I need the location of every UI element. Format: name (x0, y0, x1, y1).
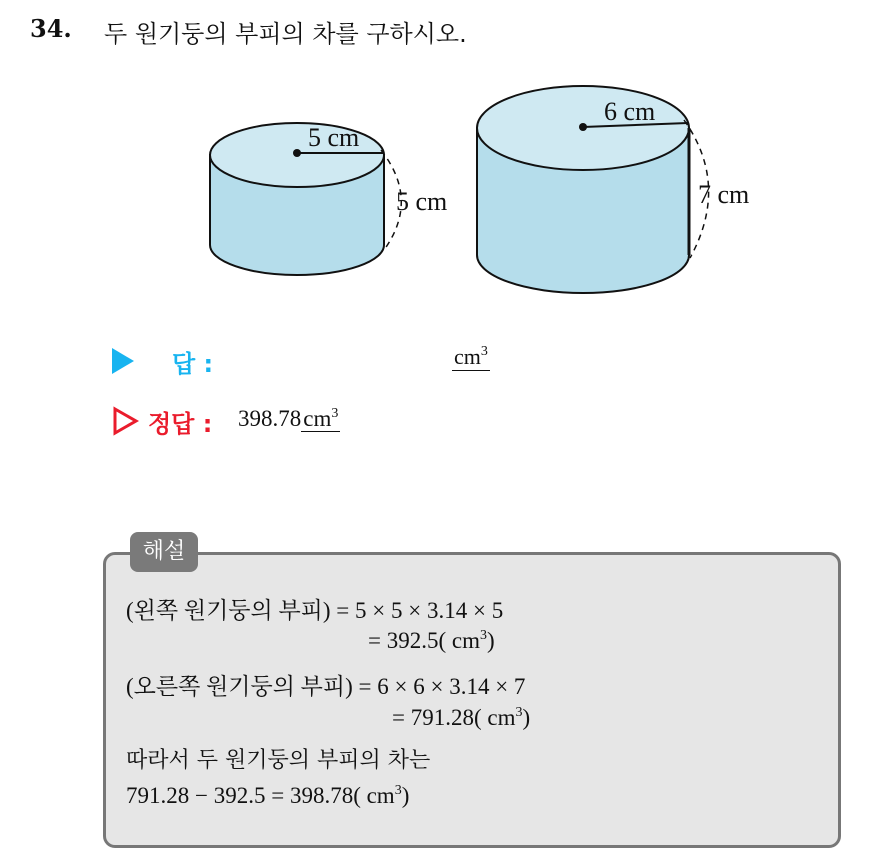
solution-line-3: (오른쪽 원기둥의 부피) = 6 × 6 × 3.14 × 7 (126, 674, 526, 699)
left-cylinder (210, 123, 447, 275)
right-cylinder (477, 86, 749, 293)
solution-line-2-exp: 3 (479, 628, 487, 643)
correct-unit: cm (303, 406, 332, 431)
solution-line-6-text: 791.28 − 392.5 = 398.78( cm (126, 783, 395, 808)
answer-unit-exponent: 3 (480, 344, 488, 359)
question-number: 34. (30, 14, 72, 43)
solution-line-4-close: ) (522, 705, 531, 730)
outline-triangle-icon (112, 406, 140, 436)
cylinders-figure (0, 0, 884, 320)
right-height-label: 7 cm (698, 180, 750, 209)
solution-line-6 (126, 783, 409, 809)
right-radius-label: 6 cm (604, 97, 656, 126)
solution-line-2 (368, 628, 495, 654)
solution-line-2-close: ) (486, 628, 495, 653)
answer-unit: cm (454, 344, 481, 369)
answer-label: 답 : (172, 350, 214, 378)
solution-line-6-exp: 3 (394, 783, 402, 798)
left-height-label: 5 cm (396, 187, 448, 216)
solution-line-6-close: ) (401, 783, 410, 808)
solution-line-5: 따라서 두 원기둥의 부피의 차는 (126, 748, 431, 773)
play-triangle-icon (112, 348, 134, 374)
solution-line-4-text: = 791.28( cm (392, 705, 516, 730)
correct-value: 398.78 (238, 406, 302, 431)
left-radius-label: 5 cm (308, 123, 360, 152)
correct-label: 정답 : (148, 410, 213, 438)
solution-line-4-exp: 3 (515, 705, 523, 720)
question-text: 두 원기둥의 부피의 차를 구하시오. (104, 20, 467, 48)
solution-line-2-text: = 392.5( cm (368, 628, 480, 653)
solution-line-1: (왼쪽 원기둥의 부피) = 5 × 5 × 3.14 × 5 (126, 598, 504, 623)
correct-unit-wrap (301, 406, 340, 432)
solution-line-4 (392, 705, 530, 731)
correct-unit-exponent: 3 (331, 406, 339, 421)
answer-blank[interactable] (452, 344, 490, 371)
correct-value-group (238, 406, 340, 432)
solution-tab: 해설 (130, 532, 198, 572)
